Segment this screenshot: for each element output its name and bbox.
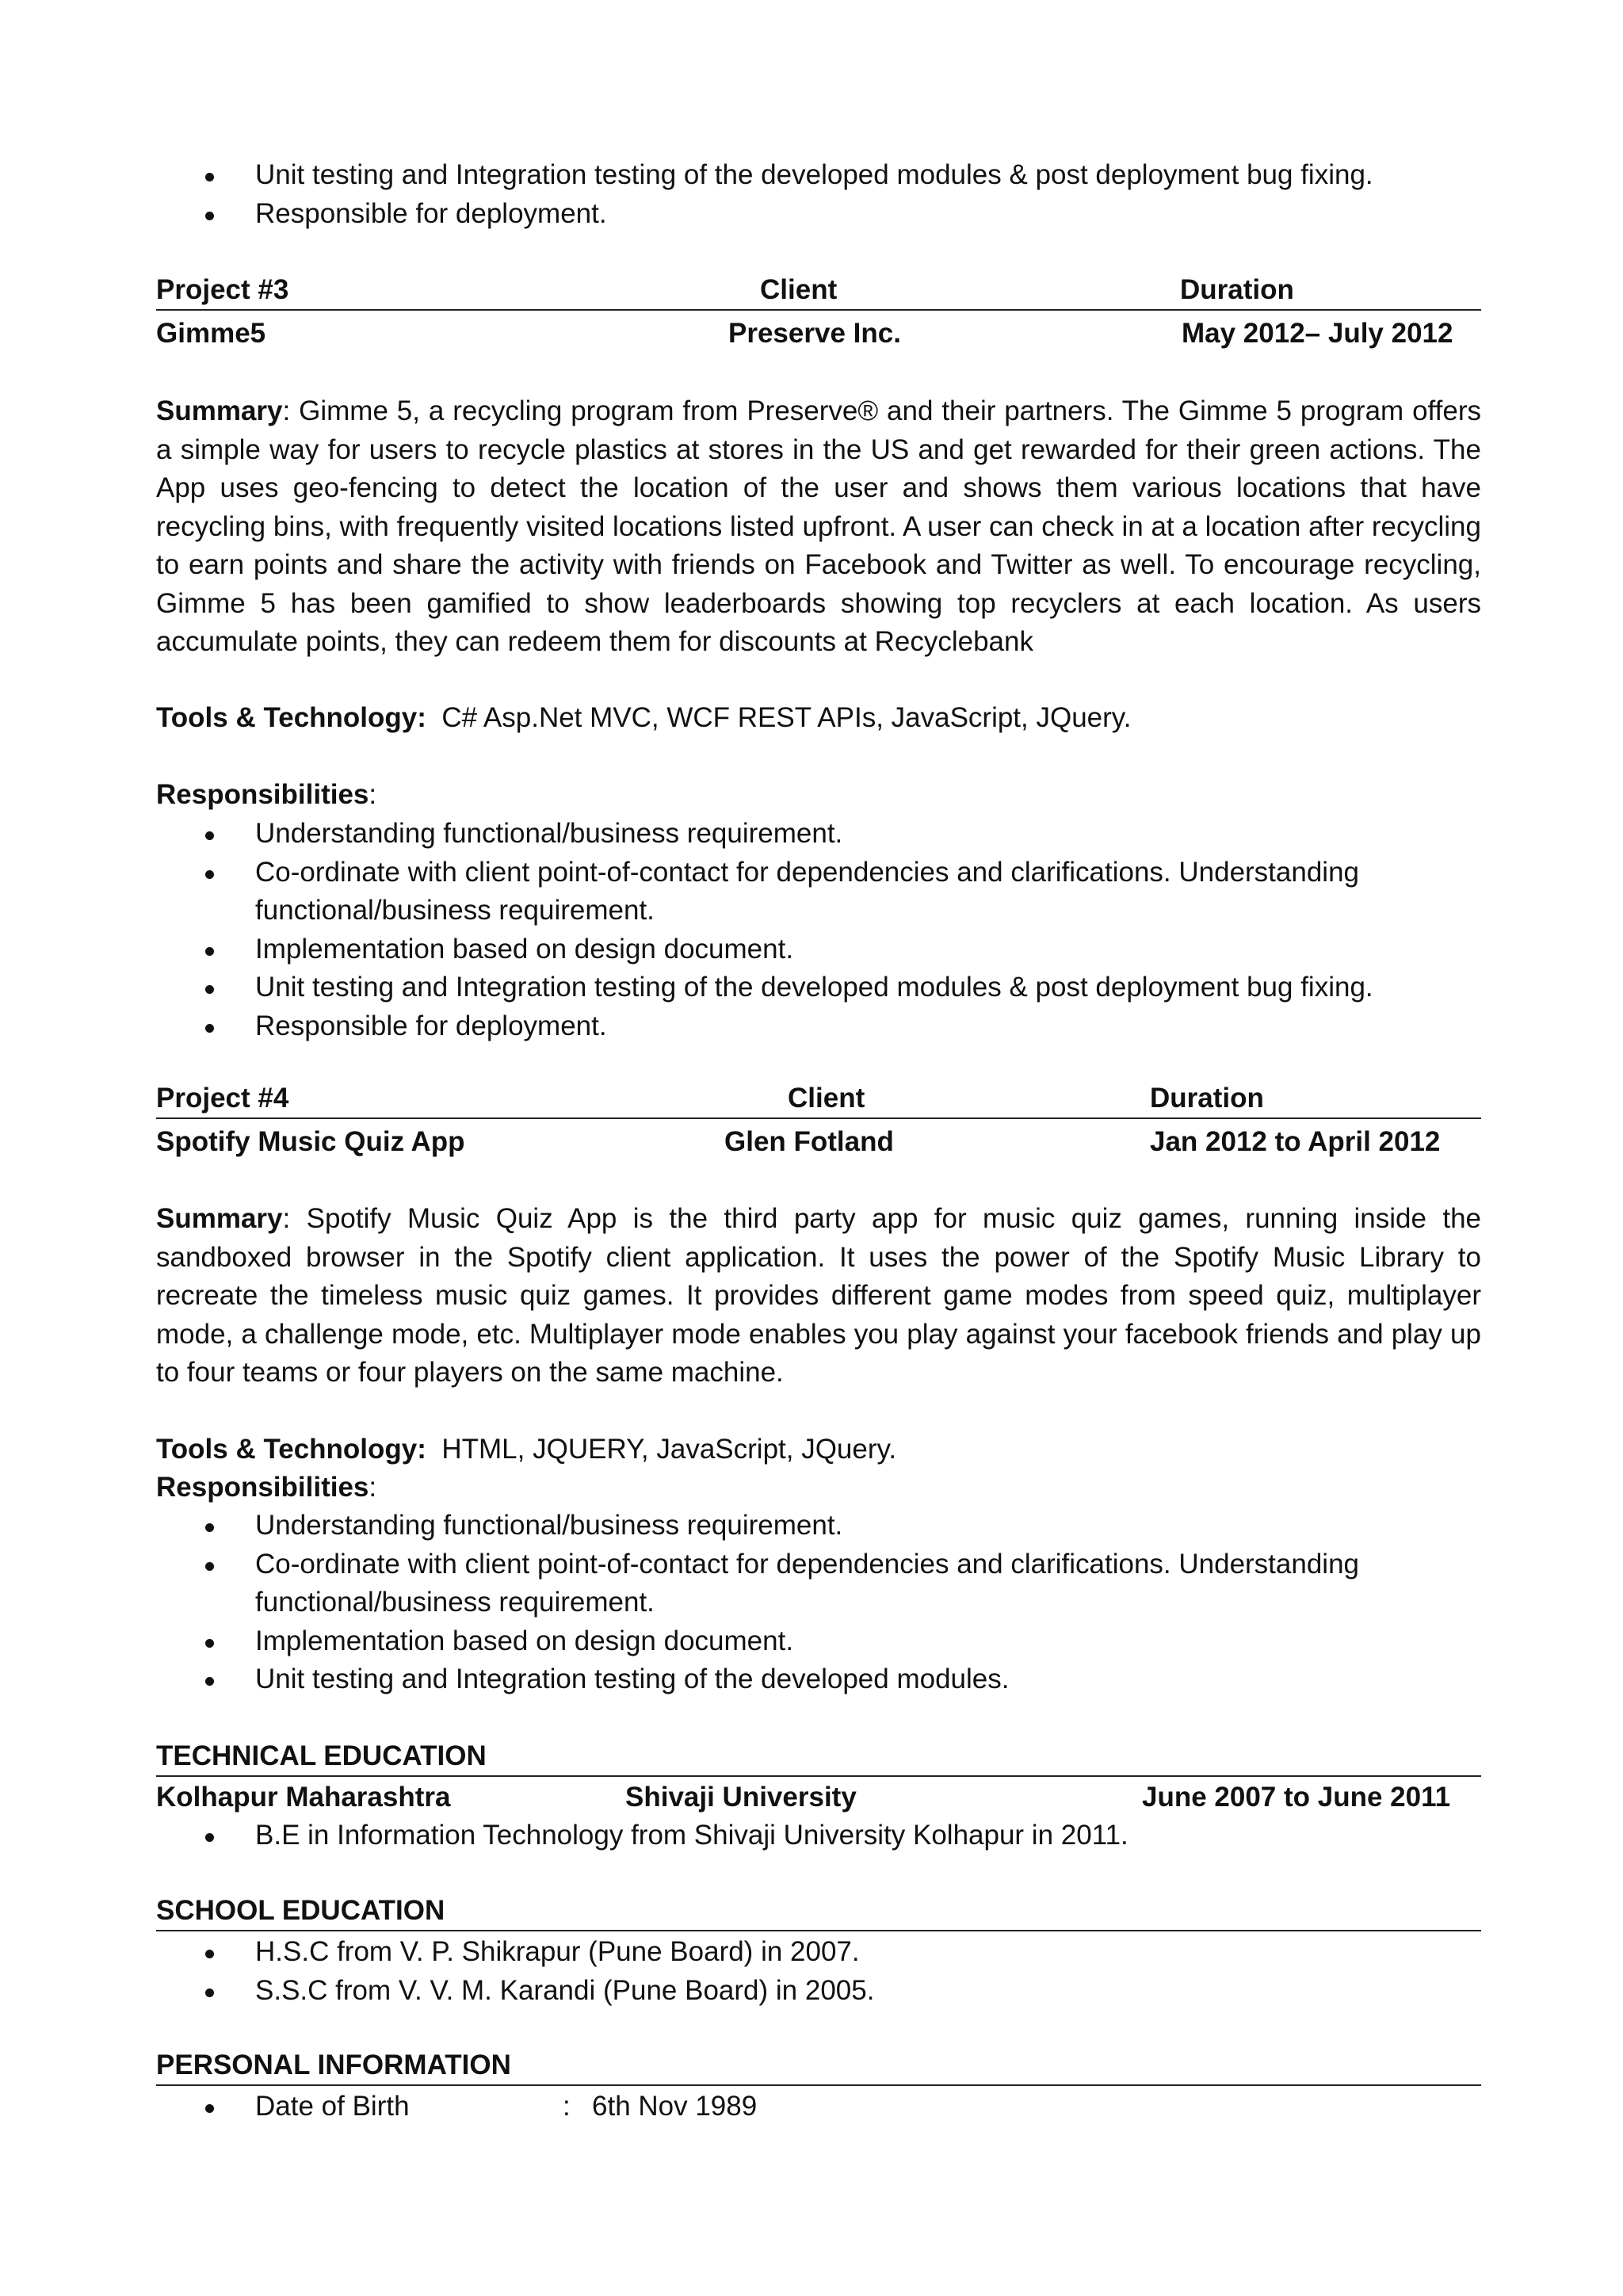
project-4-responsibilities [156, 1507, 1481, 1699]
list-item: Implementation based on design document. [156, 1622, 1481, 1661]
bullet-icon [205, 1677, 214, 1686]
bullet-icon [205, 1639, 214, 1648]
list-item: Understanding functional/business requirement. [156, 815, 1481, 854]
bullet-icon [205, 985, 214, 994]
project-3-responsibilities-label: Responsibilities: [156, 779, 377, 810]
personal-information-section [156, 2046, 1481, 2126]
tools-label: Tools & Technology: [156, 1434, 426, 1465]
bullet-icon [205, 1950, 214, 1958]
bullet-icon [205, 173, 214, 181]
list-item: S.S.C from V. V. M. Karandi (Pune Board) in 2005. [156, 1972, 1481, 2011]
project-3-responsibilities [156, 815, 1481, 1045]
bullet-icon [205, 212, 214, 220]
section-title: SCHOOL EDUCATION [156, 1892, 1481, 1931]
tools-text: HTML, JQUERY, JavaScript, JQuery. [441, 1434, 897, 1465]
list-item: Responsible for deployment. [156, 1007, 1481, 1046]
project-header-row [156, 1079, 1481, 1119]
duration-header: Duration [1150, 1083, 1264, 1114]
client-name: Preserve Inc. [728, 318, 901, 349]
project-3-header [156, 271, 1481, 353]
dob-separator: : [563, 2091, 571, 2122]
project-3-tools [156, 699, 1481, 738]
summary-label: Summary [156, 395, 283, 426]
tools-text: C# Asp.Net MVC, WCF REST APIs, JavaScript, JQuery. [441, 702, 1132, 733]
bullet-icon [205, 947, 214, 956]
list-item: Unit testing and Integration testing of the developed modules & post deployment bug fixing. [156, 968, 1481, 1007]
project-4-header [156, 1079, 1481, 1161]
project-detail-row [156, 1123, 1481, 1161]
client-header: Client [760, 274, 838, 305]
list-item: Unit testing and Integration testing of the developed modules. [156, 1660, 1481, 1699]
list-item: Understanding functional/business requirement. [156, 1507, 1481, 1545]
list-item: H.S.C from V. P. Shikrapur (Pune Board) in 2007. [156, 1933, 1481, 1972]
list-item: B.E in Information Technology from Shivaji University Kolhapur in 2011. [156, 1817, 1481, 1855]
technical-education-section [156, 1737, 1481, 1855]
summary-label: Summary [156, 1203, 283, 1234]
project-duration: May 2012– July 2012 [1182, 318, 1453, 349]
list-item: Co-ordinate with client point-of-contact for dependencies and clarifications. Understanding functional/business requirement. [156, 854, 1481, 930]
bullet-icon [205, 1523, 214, 1532]
project-4-tools [156, 1431, 1481, 1469]
section-title: TECHNICAL EDUCATION [156, 1737, 1481, 1777]
project-number: Project #3 [156, 274, 289, 305]
section-title: PERSONAL INFORMATION [156, 2046, 1481, 2086]
project-number: Project #4 [156, 1083, 289, 1114]
list-item: Unit testing and Integration testing of the developed modules & post deployment bug fixing. [156, 156, 1481, 195]
project-4-responsibilities-label: Responsibilities: [156, 1472, 377, 1503]
project-4-summary [156, 1200, 1481, 1392]
list-item [156, 2088, 1481, 2126]
bullet-icon [205, 1024, 214, 1033]
list-item: Responsible for deployment. [156, 195, 1481, 234]
project-3-summary [156, 392, 1481, 662]
previous-project-bullets [156, 156, 1481, 233]
dob-label: Date of Birth [255, 2091, 410, 2122]
bullet-icon [205, 870, 214, 879]
bullet-icon [205, 1833, 214, 1842]
education-duration: June 2007 to June 2011 [1142, 1782, 1451, 1813]
university-name: Shivaji University [625, 1782, 857, 1813]
project-name: Spotify Music Quiz App [156, 1126, 465, 1157]
project-duration: Jan 2012 to April 2012 [1150, 1126, 1441, 1157]
client-name: Glen Fotland [724, 1126, 894, 1157]
dob-value: 6th Nov 1989 [592, 2091, 758, 2122]
bullet-icon [205, 1988, 214, 1997]
bullet-icon [205, 831, 214, 840]
project-name: Gimme5 [156, 318, 266, 349]
tools-label: Tools & Technology: [156, 702, 426, 733]
summary-text: : Spotify Music Quiz App is the third party app for music quiz games, running inside the sandboxed browser in the Spotify client application. It uses the power of the Spotify Music Library to recreate the timeless music quiz games. It provides different game modes from speed quiz, multiplayer mode, a challenge mode, etc. Multiplayer mode enables you play against your facebook friends and play up to four teams or four players on the same machine. [156, 1203, 1481, 1388]
project-header-row [156, 271, 1481, 311]
education-place: Kolhapur Maharashtra [156, 1782, 451, 1813]
client-header: Client [788, 1083, 865, 1114]
list-item: Implementation based on design document. [156, 930, 1481, 969]
bullet-icon [205, 1562, 214, 1571]
duration-header: Duration [1180, 274, 1294, 305]
summary-text: : Gimme 5, a recycling program from Preserve® and their partners. The Gimme 5 program offers a simple way for users to recycle plastics at stores in the US and get rewarded for their green actions. The App uses geo-fencing to detect the location of the user and shows them various locations that have recycling bins, with frequently visited locations listed upfront. A user can check in at a location after recycling to earn points and share the activity with friends on Facebook and Twitter as well. To encourage recycling, Gimme 5 has been gamified to show leaderboards showing top recyclers at each location. As users accumulate points, they can redeem them for discounts at Recyclebank [156, 395, 1481, 657]
education-detail-row [156, 1778, 1481, 1817]
bullet-icon [205, 2104, 214, 2113]
list-item: Co-ordinate with client point-of-contact for dependencies and clarifications. Understanding functional/business requirement. [156, 1545, 1481, 1622]
project-detail-row [156, 315, 1481, 353]
school-education-section [156, 1892, 1481, 2010]
